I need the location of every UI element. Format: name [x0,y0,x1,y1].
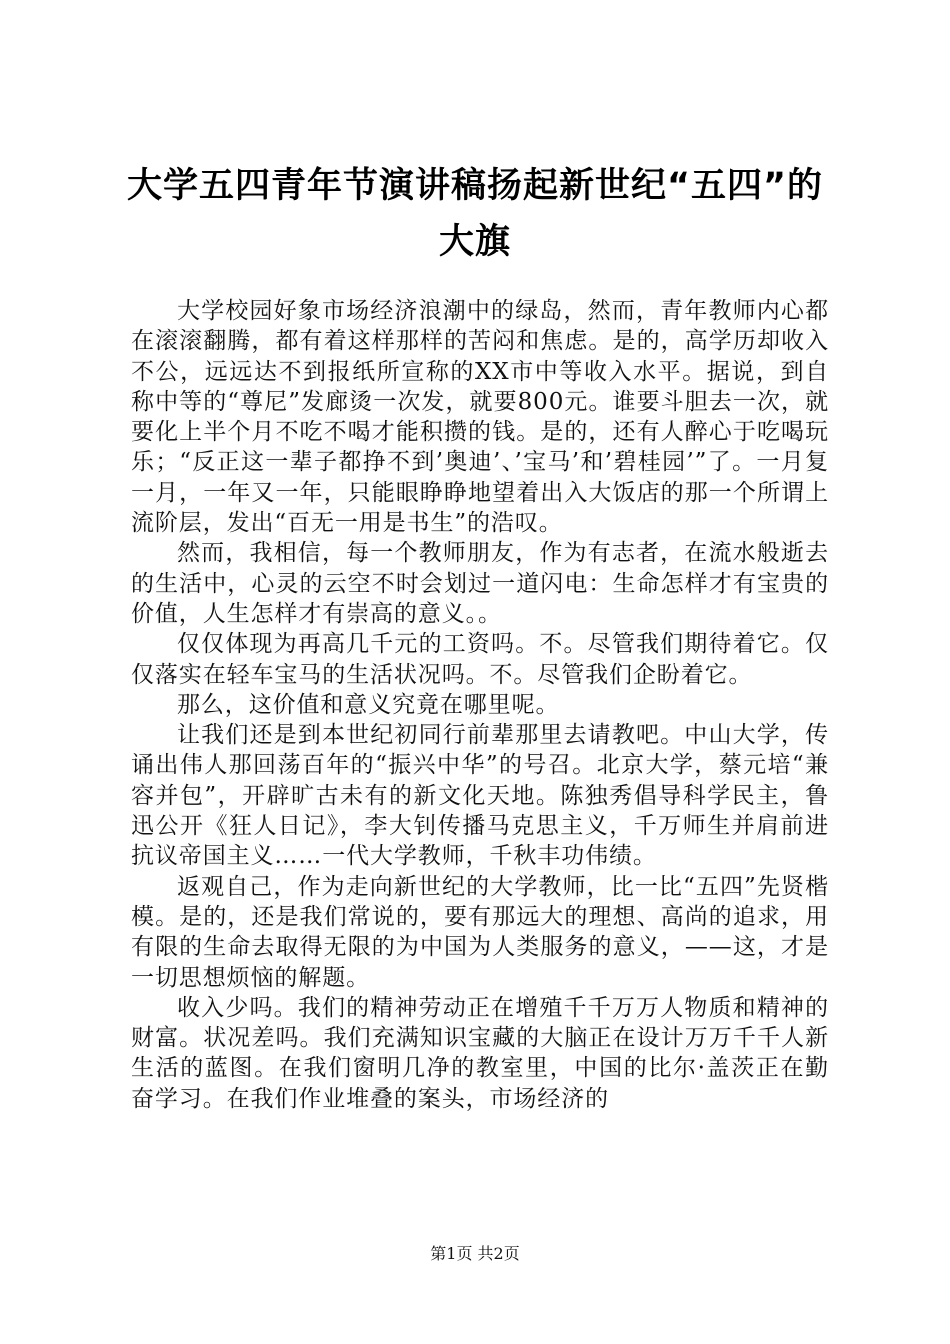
paragraph-1: 大学校园好象市场经济浪潮中的绿岛，然而，青年教师内心都在滚滚翻腾，都有着这样那样的苦闷和焦虑。是的，高学历却收入不公，远远达不到报纸所宣称的XX市中等收入水平。据说，到自称中等的“尊尼”发廊烫一次发，就要800元。谁要斗胆去一次，就要化上半个月不吃不喝才能积攒的钱。是的，还有人醉心于吃喝玩乐；“反正这一辈子都挣不到’奥迪’、’宝马’和’碧桂园’”了。一月复一月，一年又一年，只能眼睁睁地望着出入大饭店的那一个所谓上流阶层，发出“百无一用是书生”的浩叹。 [131,298,829,537]
paragraph-7: 收入少吗。我们的精神劳动正在增殖千千万万人物质和精神的财富。状况差吗。我们充满知识宝藏的大脑正在设计万万千千人新生活的蓝图。在我们窗明几净的教室里，中国的比尔·盖茨正在勤奋学习。在我们作业堆叠的案头，市场经济的 [131,994,829,1112]
paragraph-3: 仅仅体现为再高几千元的工资吗。不。尽管我们期待着它。仅仅落实在轻车宝马的生活状况吗。不。尽管我们企盼着它。 [131,631,829,688]
page-number-footer: 第1页 共2页 [430,1244,520,1263]
paragraph-6: 返观自己，作为走向新世纪的大学教师，比一比“五四”先贤楷模。是的，还是我们常说的，要有那远大的理想、高尚的追求，用有限的生命去取得无限的为中国为人类服务的意义，——这，才是一切思想烦恼的解题。 [131,873,829,991]
paragraph-4: 那么，这价值和意义究竟在哪里呢。 [177,691,560,718]
paragraph-5: 让我们还是到本世纪初同行前辈那里去请教吧。中山大学，传诵出伟人那回荡百年的“振兴中华”的号召。北京大学，蔡元培“兼容并包”，开辟旷古未有的新文化天地。陈独秀倡导科学民主，鲁迅公开《狂人日记》，李大钊传播马克思主义，千万师生并肩前进抗议帝国主义……一代大学教师，千秋丰功伟绩。 [131,722,829,870]
document-title: 大学五四青年节演讲稿扬起新世纪“五四”的大旗 [126,166,823,262]
paragraph-2: 然而，我相信，每一个教师朋友，作为有志者，在流水般逝去的生活中，心灵的云空不时会划过一道闪电：生命怎样才有宝贵的价值，人生怎样才有崇高的意义。。 [131,540,829,627]
document-body [131,296,829,1114]
